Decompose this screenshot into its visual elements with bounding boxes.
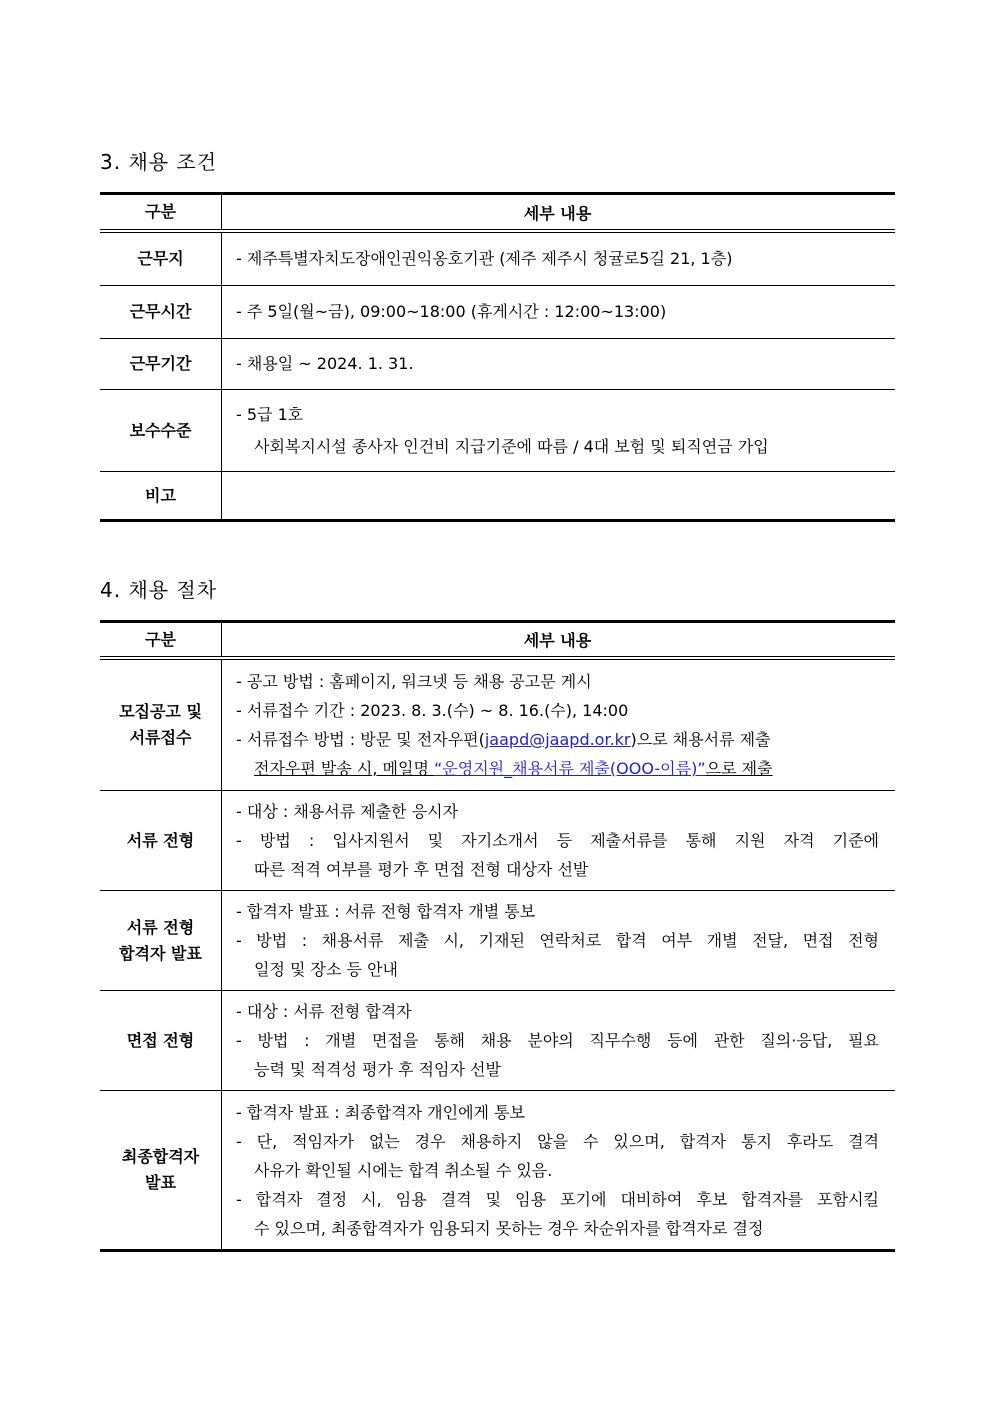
text-segment: 능력 및 적격성 평가 후 적임자 선발 <box>254 1060 501 1079</box>
table-header-row <box>100 195 895 233</box>
table-row <box>100 660 895 791</box>
table-row <box>100 791 895 891</box>
content-line <box>236 855 879 884</box>
row-label <box>100 791 222 890</box>
content-line <box>236 826 879 855</box>
text-segment: - 방법 : 입사지원서 및 자기소개서 등 제출서류를 통해 지원 자격 기준에 <box>236 831 879 850</box>
row-content <box>222 472 895 519</box>
table-row <box>100 1091 895 1249</box>
text-segment: - 서류접수 기간 : 2023. 8. 3.(수) ~ 8. 16.(수), 14:00 <box>236 701 629 720</box>
table-header-row <box>100 623 895 660</box>
column-header-category: 구분 <box>100 623 222 656</box>
content-line <box>236 399 879 431</box>
table-row <box>100 286 895 339</box>
row-content <box>222 1091 895 1249</box>
row-label-line: 서류 전형 <box>126 830 195 850</box>
row-label <box>100 660 222 790</box>
content-line <box>236 897 879 926</box>
content-line <box>236 243 879 275</box>
table-row <box>100 891 895 991</box>
content-line <box>236 696 879 725</box>
row-label <box>100 233 222 285</box>
content-line <box>236 955 879 984</box>
content-line <box>236 926 879 955</box>
content-line <box>236 725 879 754</box>
underlined-text: 전자우편 발송 시, 메일명 <box>254 759 434 778</box>
row-label-line: 서류접수 <box>129 728 192 747</box>
row-label-line: 서류 전형 <box>126 917 195 937</box>
text-segment: - 공고 방법 : 홈페이지, 워크넷 등 채용 공고문 게시 <box>236 672 592 691</box>
text-segment: 사회복지시설 종사자 인건비 지급기준에 따름 / 4대 보험 및 퇴직연금 가입 <box>254 436 769 456</box>
content-line <box>236 797 879 826</box>
content-line <box>236 1127 879 1156</box>
email-subject-highlight: “운영지원_채용서류 제출(OOO-이름)” <box>434 759 706 778</box>
content-line <box>236 1098 879 1127</box>
content-line <box>236 431 879 463</box>
content-line <box>236 667 879 696</box>
row-content <box>222 233 895 285</box>
text-segment: - 방법 : 개별 면접을 통해 채용 분야의 직무수행 등에 관한 질의·응답, 필요 <box>236 1031 879 1050</box>
table-row <box>100 472 895 519</box>
row-label-line: 모집공고 및 <box>119 702 202 721</box>
section-3-title: 3. 채용 조건 <box>100 150 218 174</box>
email-link[interactable]: jaapd@jaapd.or.kr <box>484 730 631 749</box>
row-label <box>100 472 222 519</box>
text-segment: - 단, 적임자가 없는 경우 채용하지 않을 수 있으며, 합격자 통지 후라도 결격 <box>236 1131 879 1151</box>
employment-conditions-table <box>100 192 895 522</box>
text-segment: - 채용일 ~ 2024. 1. 31. <box>236 354 414 373</box>
row-content <box>222 286 895 338</box>
underlined-text: 으로 제출 <box>705 759 773 778</box>
row-label <box>100 286 222 338</box>
table-row <box>100 991 895 1091</box>
row-label <box>100 339 222 389</box>
content-line <box>236 1055 879 1084</box>
row-content <box>222 991 895 1090</box>
content-line <box>236 1214 879 1243</box>
row-label-line: 근무지 <box>137 249 184 268</box>
row-label <box>100 1091 222 1249</box>
text-segment: - 서류접수 방법 : 방문 및 전자우편( <box>236 730 485 749</box>
text-segment: - 합격자 결정 시, 임용 결격 및 임용 포기에 대비하여 후보 합격자를 포함시킬 <box>236 1189 879 1209</box>
row-content <box>222 390 895 471</box>
content-line <box>236 348 879 380</box>
text-segment: - 대상 : 서류 전형 합격자 <box>236 1002 412 1021</box>
text-segment: - 5급 1호 <box>236 404 304 424</box>
row-label-line: 보수수준 <box>129 420 192 440</box>
text-segment: 사유가 확인될 시에는 합격 취소될 수 있음. <box>254 1160 553 1180</box>
content-line <box>236 997 879 1026</box>
text-segment: )으로 채용서류 제출 <box>630 730 771 749</box>
row-label-line: 근무시간 <box>129 302 192 321</box>
text-segment: 따른 적격 여부를 평가 후 면접 전형 대상자 선발 <box>254 860 589 879</box>
content-line <box>236 1185 879 1214</box>
row-label-line: 합격자 발표 <box>119 943 202 963</box>
table-row <box>100 233 895 286</box>
row-label-line: 발표 <box>145 1173 176 1192</box>
column-header-details: 세부 내용 <box>523 631 592 650</box>
text-segment: - 주 5일(월~금), 09:00~18:00 (휴게시간 : 12:00~13:00) <box>236 302 667 321</box>
table-row <box>100 390 895 472</box>
row-label <box>100 891 222 990</box>
row-label-line: 면접 전형 <box>126 1030 195 1050</box>
column-header-details: 세부 내용 <box>523 203 592 223</box>
text-segment: - 제주특별자치도장애인권익옹호기관 (제주 제주시 청귤로5길 21, 1층) <box>236 249 733 268</box>
row-label <box>100 390 222 471</box>
row-label <box>100 991 222 1090</box>
row-content <box>222 339 895 389</box>
text-segment: - 합격자 발표 : 서류 전형 합격자 개별 통보 <box>236 902 536 921</box>
row-label-line: 최종합격자 <box>121 1147 200 1166</box>
text-segment: 일정 및 장소 등 안내 <box>254 960 398 979</box>
row-content <box>222 791 895 890</box>
text-segment: 수 있으며, 최종합격자가 임용되지 못하는 경우 차순위자를 합격자로 결정 <box>254 1218 764 1238</box>
content-line <box>236 1156 879 1185</box>
row-label-line: 근무기간 <box>129 354 192 373</box>
column-header-category: 구분 <box>100 195 222 229</box>
section-4-title: 4. 채용 절차 <box>100 578 218 602</box>
content-line <box>236 1026 879 1055</box>
row-label-line: 비고 <box>145 485 176 505</box>
recruitment-procedure-table <box>100 620 895 1252</box>
text-segment: - 대상 : 채용서류 제출한 응시자 <box>236 802 459 821</box>
content-line <box>236 296 879 328</box>
row-content <box>222 660 895 790</box>
text-segment: - 방법 : 채용서류 제출 시, 기재된 연락처로 합격 여부 개별 전달, 면접 전형 <box>236 931 879 950</box>
table-row <box>100 339 895 390</box>
row-content <box>222 891 895 990</box>
text-segment: - 합격자 발표 : 최종합격자 개인에게 통보 <box>236 1102 525 1122</box>
content-line <box>236 754 879 783</box>
